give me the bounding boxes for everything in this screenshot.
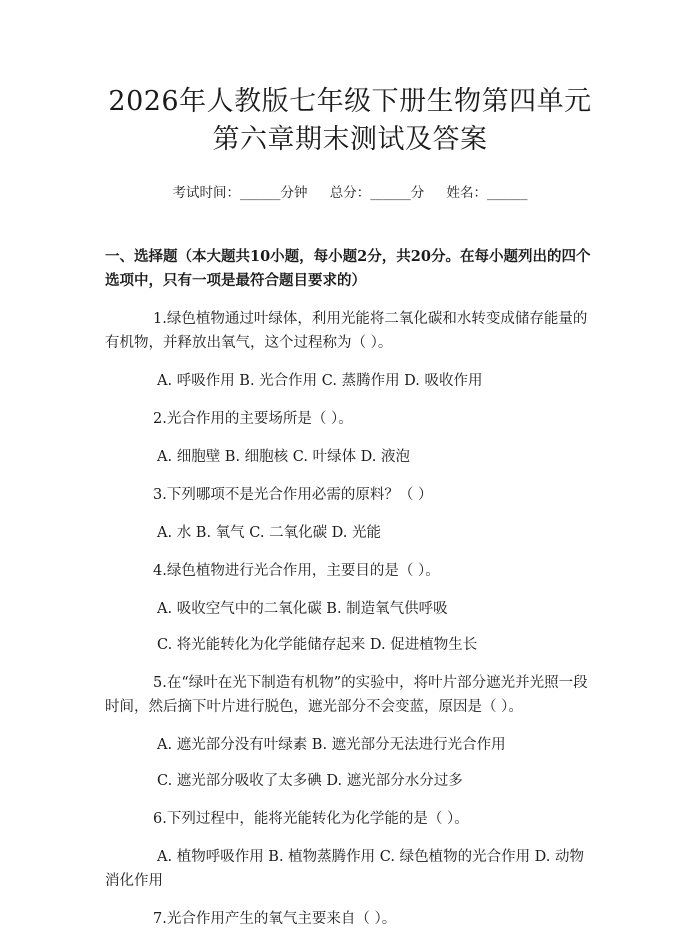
question-stem (105, 407, 595, 431)
page-title: 2026年人教版七年级下册生物第四单元第六章期末测试及答案 (108, 86, 592, 155)
question-number: 4. (153, 563, 167, 579)
question-stem (105, 559, 595, 583)
question-7 (105, 907, 595, 931)
question-6 (105, 807, 595, 893)
question-text: 绿色植物进行光合作用，主要目的是（ ）。 (166, 563, 440, 579)
question-2 (105, 407, 595, 469)
question-options: A. 水 B. 氧气 C. 二氧化碳 D. 光能 (157, 525, 382, 541)
question-text: 下列哪项不是光合作用必需的原料？（ ） (166, 487, 433, 503)
question-number: 6. (153, 811, 167, 827)
question-text: 下列过程中，能将光能转化为化学能的是（ ）。 (166, 811, 469, 827)
question-number: 3. (153, 487, 167, 503)
question-options: A. 植物呼吸作用 B. 植物蒸腾作用 C. 绿色植物的光合作用 D. 动物消化作用 (105, 849, 585, 889)
question-stem (105, 671, 595, 719)
question-stem (105, 307, 595, 355)
student-name-field: 姓名：______ (446, 185, 528, 201)
question-options: A. 吸收空气中的二氧化碳 B. 制造氧气供呼吸 (157, 601, 448, 617)
section-heading: 一、选择题（本大题共10小题，每小题2分，共20分。在每小题列出的四个选项中，只有一项是最符合题目要求的） (105, 248, 591, 289)
question-options: A. 细胞壁 B. 细胞核 C. 叶绿体 D. 液泡 (157, 449, 411, 465)
question-options: C. 将光能转化为化学能储存起来 D. 促进植物生长 (157, 637, 478, 653)
question-options: C. 遮光部分吸收了太多碘 D. 遮光部分水分过多 (157, 773, 463, 789)
question-stem (105, 483, 595, 507)
question-stem (105, 907, 595, 931)
question-4 (105, 559, 595, 657)
question-number: 2. (153, 411, 167, 427)
question-options: A. 呼吸作用 B. 光合作用 C. 蒸腾作用 D. 吸收作用 (157, 373, 483, 389)
question-number: 1. (153, 311, 167, 327)
exam-time-field: 考试时间：______分钟 (172, 185, 308, 201)
question-5 (105, 671, 595, 793)
question-text: 在“绿叶在光下制造有机物”的实验中，将叶片部分遮光并光照一段时间，然后摘下叶片进行脱色，遮光部分不会变蓝，原因是（ ）。 (105, 675, 588, 715)
question-stem (105, 807, 595, 831)
question-3 (105, 483, 595, 545)
question-number: 5. (153, 675, 167, 691)
question-list (105, 307, 595, 931)
question-text: 绿色植物通过叶绿体，利用光能将二氧化碳和水转变成储存能量的有机物，并释放出氧气，这个过程称为（ ）。 (105, 311, 588, 351)
question-1 (105, 307, 595, 393)
question-text: 光合作用产生的氧气主要来自（ ）。 (166, 911, 397, 927)
question-options: A. 遮光部分没有叶绿素 B. 遮光部分无法进行光合作用 (157, 737, 506, 753)
question-number: 7. (153, 911, 167, 927)
question-text: 光合作用的主要场所是（ ）。 (166, 411, 353, 427)
exam-info (105, 183, 595, 203)
total-score-field: 总分：______分 (329, 185, 425, 201)
